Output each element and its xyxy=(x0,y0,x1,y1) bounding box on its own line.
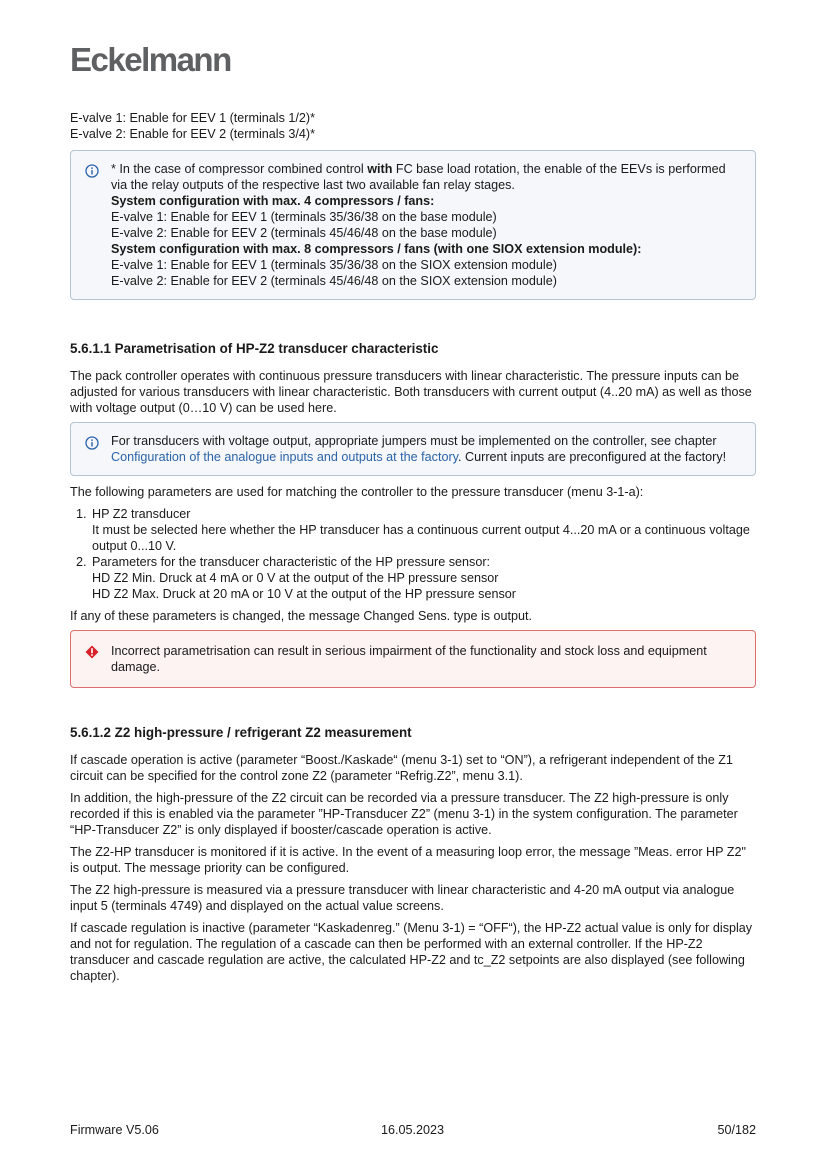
list-item: 1. HP Z2 transducer It must be selected here whether the HP transducer has a continuous current output 4...20 mA or a continuous voltage output 0...10 V. xyxy=(90,506,756,554)
firmware-version: Firmware V5.06 xyxy=(70,1123,159,1137)
company-logo: Eckelmann xyxy=(70,41,231,78)
paragraph: The Z2 high-pressure is measured via a pressure transducer with linear characteristic and 4-20 mA output via analogue input 5 (terminals 4749) and displayed on the actual value screens. xyxy=(70,883,735,913)
warning-diamond-icon xyxy=(85,645,99,659)
list-item: 2. Parameters for the transducer characteristic of the HP pressure sensor: HD Z2 Min. Druck at 4 mA or 0 V at the output of the HP pressure sensor HD Z2 Max. Druck at 20 mA or 10 V at the output of the HP pressure sensor xyxy=(90,554,756,602)
paragraph: If any of these parameters is changed, the message Changed Sens. type is output. xyxy=(70,609,533,623)
page-number: 50/182 xyxy=(717,1123,756,1137)
info-icon xyxy=(85,164,99,178)
note-line: E-valve 1: Enable for EEV 1 (terminals 35/36/38 on the SIOX extension module) xyxy=(111,258,557,272)
warning-note: Incorrect parametrisation can result in serious impairment of the functionality and stock loss and equipment damage. xyxy=(70,630,756,688)
info-note-eev xyxy=(70,150,756,300)
note-text: * In the case of compressor combined control with FC base load rotation, the enable of the EEVs is performed via the relay outputs of the respective last two available fan relay stages. xyxy=(111,162,726,192)
intro-line: E-valve 1: Enable for EEV 1 (terminals 1/2)* xyxy=(70,111,315,125)
paragraph: In addition, the high-pressure of the Z2 circuit can be recorded via a pressure transducer. The Z2 high-pressure is only recorded if this is enabled via the parameter ”HP-Transducer Z2” (menu 3-1) in the system configuration. The parameter “HP-Transducer Z2” is only displayed if booster/cascade operation is active. xyxy=(70,791,738,837)
chapter-link[interactable]: Configuration of the analogue inputs and outputs at the factory xyxy=(111,450,459,464)
note-heading: System configuration with max. 4 compressors / fans: xyxy=(111,194,435,208)
page-content xyxy=(70,110,756,990)
paragraph: The pack controller operates with continuous pressure transducers with linear characteristic. The pressure inputs can be adjusted for various transducers with linear characteristic. Both transducers with current output (4..20 mA) as well as those with voltage output (0…10 V) can be used here. xyxy=(70,369,752,415)
section-heading-5-6-1-2: 5.6.1.2 Z2 high-pressure / refrigerant Z2 measurement xyxy=(70,725,412,740)
intro-lines xyxy=(70,110,756,142)
parameter-list xyxy=(70,506,756,602)
note-line: E-valve 2: Enable for EEV 2 (terminals 45/46/48 on the base module) xyxy=(111,226,497,240)
section-heading-5-6-1-1: 5.6.1.1 Parametrisation of HP-Z2 transducer characteristic xyxy=(70,341,439,356)
paragraph: If cascade regulation is inactive (parameter “Kaskadenreg.” (Menu 3-1) = “OFF“), the HP-Z2 actual value is only for display and not for regulation. The regulation of a cascade can then be performed with an external controller. If the HP-Z2 transducer and cascade regulation are active, the calculated HP-Z2 and tc_Z2 setpoints are also displayed (see following chapter). xyxy=(70,921,753,983)
paragraph: The Z2-HP transducer is monitored if it is active. In the event of a measuring loop error, the message ”Meas. error HP Z2" is output. The message priority can be configured. xyxy=(70,845,746,875)
paragraph: The following parameters are used for matching the controller to the pressure transducer (menu 3-1-a): xyxy=(70,485,644,499)
note-line: E-valve 2: Enable for EEV 2 (terminals 45/46/48 on the SIOX extension module) xyxy=(111,274,557,288)
note-line: E-valve 1: Enable for EEV 1 (terminals 35/36/38 on the base module) xyxy=(111,210,497,224)
info-note-jumpers: For transducers with voltage output, appropriate jumpers must be implemented on the controller, see chapter Configuration of the analogue inputs and outputs at the factory. Current inputs are preconfigured at the factory! xyxy=(70,422,756,476)
document-date: 16.05.2023 xyxy=(381,1123,445,1137)
intro-line: E-valve 2: Enable for EEV 2 (terminals 3/4)* xyxy=(70,127,315,141)
info-icon xyxy=(85,436,99,450)
paragraph: If cascade operation is active (parameter “Boost./Kaskade“ (menu 3-1) set to “ON”), a refrigerant independent of the Z1 circuit can be specified for the control zone Z2 (parameter “Refrig.Z2”, menu 3.1). xyxy=(70,753,733,783)
note-heading: System configuration with max. 8 compressors / fans (with one SIOX extension module): xyxy=(111,242,642,256)
